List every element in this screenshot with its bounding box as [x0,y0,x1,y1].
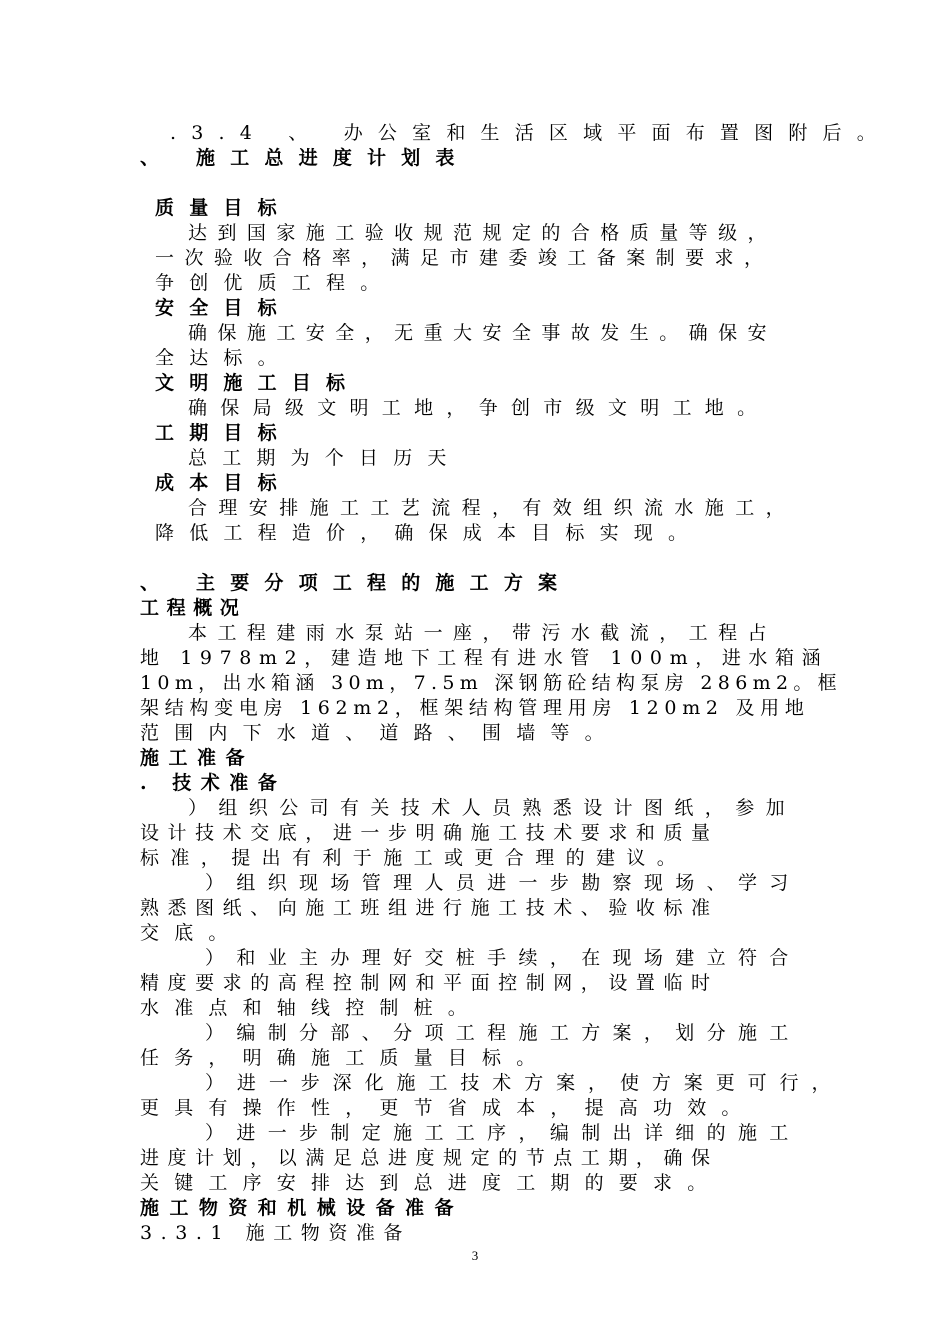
page-number: 3 [471,1248,479,1263]
text-line: 交底。 [140,922,243,944]
subsection-heading: 施工准备 [140,747,255,769]
subsection-heading: 成本目标 [155,472,292,494]
text-line: ）进一步制定施工工序，编制出详细的施工 [205,1122,801,1144]
subsection-heading: 工期目标 [155,422,292,444]
text-line: 本工程建雨水泵站一座，带污水截流，工程占 [188,622,778,644]
text-line: 3.3.1 施工物资准备 [140,1222,411,1244]
text-line: ）编制分部、分项工程施工方案，划分施工 [205,1022,801,1044]
text-line: 水准点和轴线控制桩。 [140,997,483,1019]
text-line: 总工期为个日历天 [188,447,462,469]
section-heading: 、 主要分项工程的施工方案 [140,572,573,594]
text-line: ）进一步深化施工技术方案，使方案更可行， [205,1072,844,1094]
text-line: 架结构变电房 162m2，框架结构管理用房 120m2 及用地 [140,697,810,719]
text-line: 达到国家施工验收规范规定的合格质量等级， [188,222,778,244]
text-line: .3.4 、 办公室和生活区域平面布置图附后。 [170,122,891,144]
text-line: 熟悉图纸、向施工班组进行施工技术、验收标准 [140,897,719,919]
text-line: 范围内下水道、道路、围墙等。 [140,722,619,744]
text-line: 一次验收合格率，满足市建委竣工备案制要求， [155,247,774,269]
text-line: 关键工序安排达到总进度工期的要求。 [140,1172,722,1194]
text-line: 10m，出水箱涵 30m，7.5m 深钢筋砼结构泵房 286m2。框 [140,672,842,694]
subsection-heading: . 技术准备 [140,772,287,794]
text-line: 合理安排施工工艺流程，有效组织流水施工， [188,497,797,519]
text-line: ）组织现场管理人员进一步勘察现场、学习 [205,872,801,894]
text-line: 任务，明确施工质量目标。 [140,1047,551,1069]
text-line: 确保局级文明工地，争创市级文明工地。 [188,397,770,419]
text-line: 更具有操作性，更节省成本，提高功效。 [140,1097,756,1119]
subsection-heading: 文明施工目标 [155,372,361,394]
text-line: 降低工程造价，确保成本目标实现。 [155,522,703,544]
text-line: 标准，提出有利于施工或更合理的建议。 [140,847,688,869]
subsection-heading: 工程概况 [140,597,247,619]
text-line: 设计技术交底，进一步明确施工技术要求和质量 [140,822,719,844]
text-line: 进度计划，以满足总进度规定的节点工期，确保 [140,1147,719,1169]
text-line: 精度要求的高程控制网和平面控制网，设置临时 [140,972,719,994]
text-line: ）和业主办理好交桩手续，在现场建立符合 [205,947,801,969]
text-line: ）组织公司有关技术人员熟悉设计图纸，参加 [188,797,797,819]
text-line: 全达标。 [155,347,292,369]
section-heading: 、 施工总进度计划表 [140,147,470,169]
subsection-heading: 质量目标 [155,197,292,219]
text-line: 争创优质工程。 [155,272,395,294]
text-line: 确保施工安全，无重大安全事故发生。确保安 [188,322,778,344]
text-line: 地 1978m2，建造地下工程有进水管 100m，进水箱涵 [140,647,829,669]
subsection-heading: 施工物资和机械设备准备 [140,1197,464,1219]
subsection-heading: 安全目标 [155,297,292,319]
